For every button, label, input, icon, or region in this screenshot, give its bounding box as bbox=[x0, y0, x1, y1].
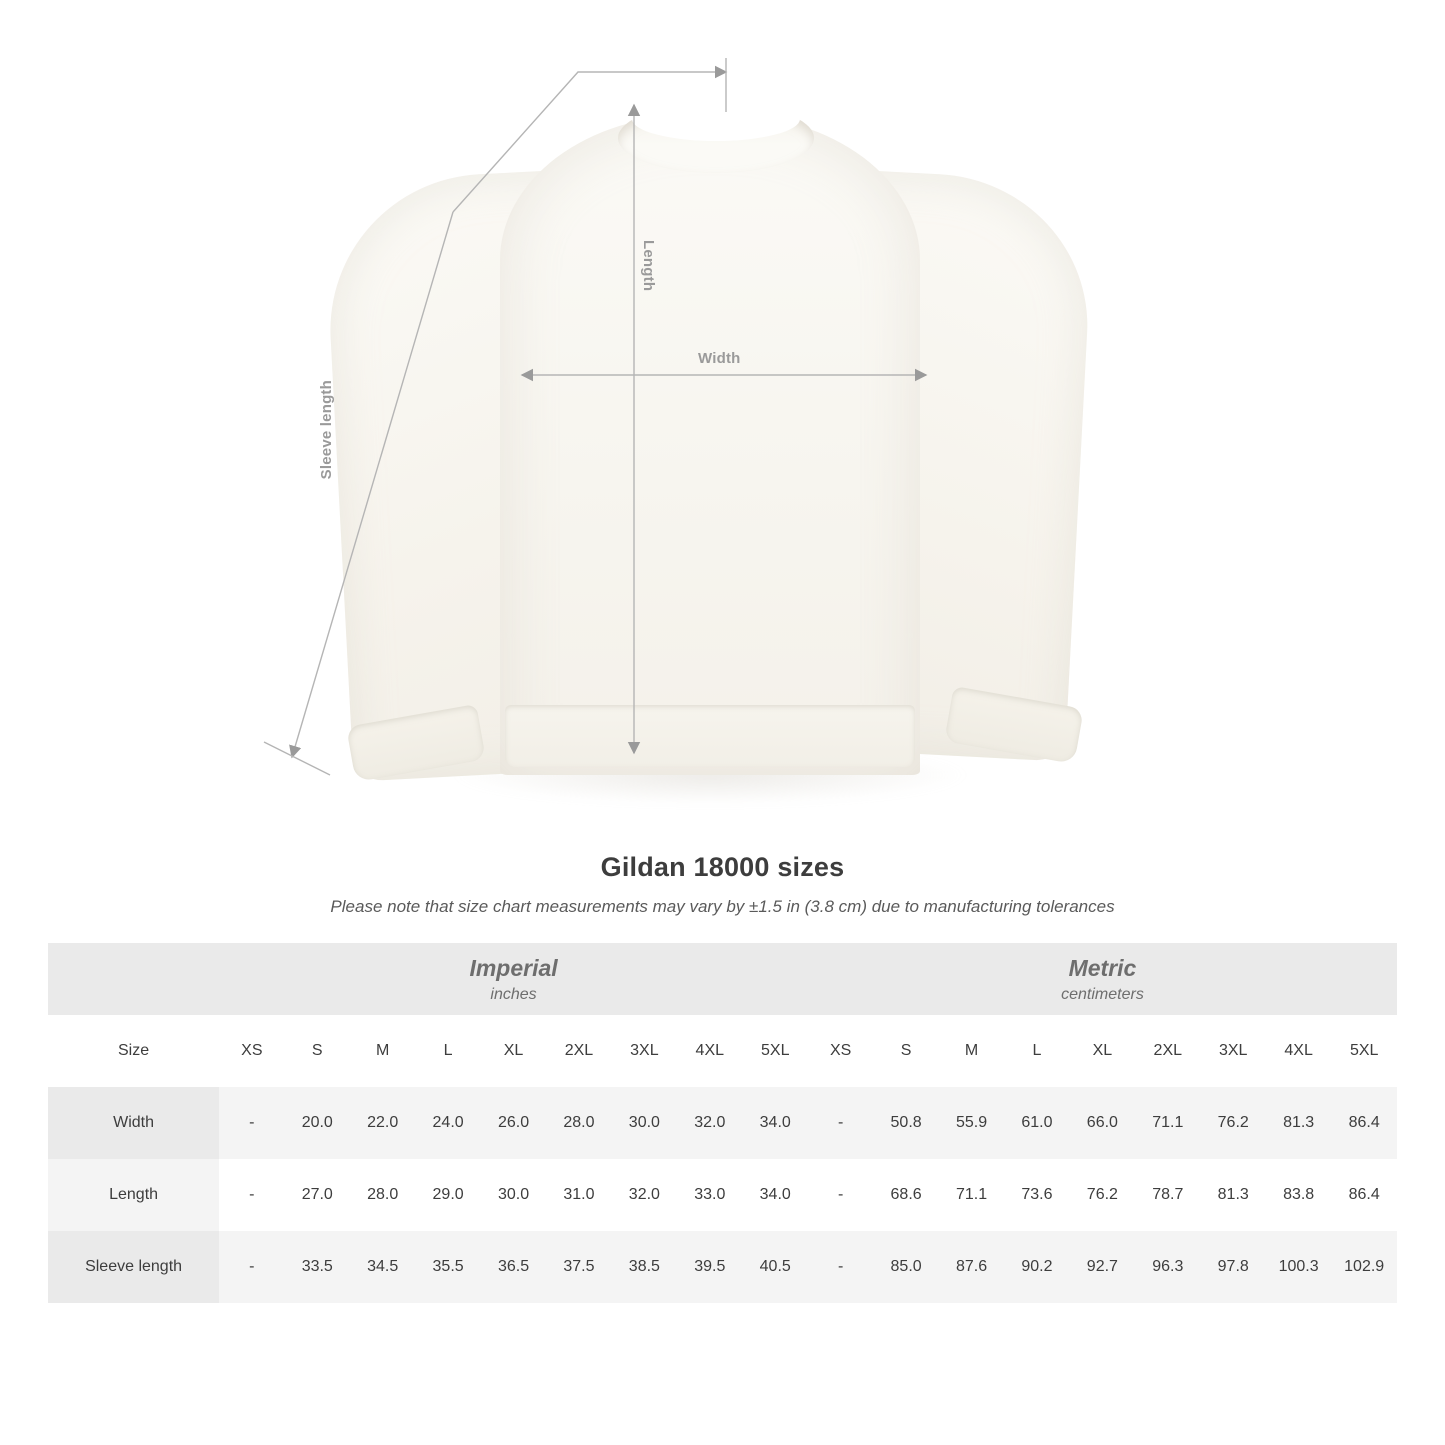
measurement-cell: 81.3 bbox=[1266, 1087, 1331, 1159]
measurement-cell: 26.0 bbox=[481, 1087, 546, 1159]
length-label: Length bbox=[640, 240, 657, 292]
measurement-cell: 20.0 bbox=[285, 1087, 350, 1159]
size-column-header: XS bbox=[219, 1015, 284, 1087]
measurement-cell: 38.5 bbox=[612, 1231, 677, 1303]
size-chart-table bbox=[48, 943, 1397, 1303]
size-column-header: 4XL bbox=[677, 1015, 742, 1087]
measurement-row-label: Sleeve length bbox=[48, 1231, 219, 1303]
measurement-cell: - bbox=[808, 1231, 873, 1303]
measurement-cell: 81.3 bbox=[1201, 1159, 1266, 1231]
measurement-cell: 61.0 bbox=[1004, 1087, 1069, 1159]
measurement-cell: 76.2 bbox=[1070, 1159, 1135, 1231]
measurement-cell: 22.0 bbox=[350, 1087, 415, 1159]
size-column-header: 2XL bbox=[1135, 1015, 1200, 1087]
measurement-cell: 76.2 bbox=[1201, 1087, 1266, 1159]
measurement-cell: 32.0 bbox=[677, 1087, 742, 1159]
measurement-cell: 50.8 bbox=[873, 1087, 938, 1159]
size-column-header: XS bbox=[808, 1015, 873, 1087]
size-column-header: L bbox=[415, 1015, 480, 1087]
measurement-cell: 28.0 bbox=[350, 1159, 415, 1231]
size-column-header: M bbox=[939, 1015, 1004, 1087]
size-column-header: 3XL bbox=[1201, 1015, 1266, 1087]
measurement-cell: 34.5 bbox=[350, 1231, 415, 1303]
unit-system-label: Metric bbox=[1068, 954, 1137, 981]
table-row bbox=[48, 1087, 1397, 1159]
measurement-cell: 37.5 bbox=[546, 1231, 611, 1303]
measurement-cell: 33.0 bbox=[677, 1159, 742, 1231]
measurement-cell: 31.0 bbox=[546, 1159, 611, 1231]
measurement-cell: 39.5 bbox=[677, 1231, 742, 1303]
measurement-cell: 33.5 bbox=[285, 1231, 350, 1303]
size-column-header: 5XL bbox=[743, 1015, 808, 1087]
measurement-cell: 36.5 bbox=[481, 1231, 546, 1303]
page-title: Gildan 18000 sizes bbox=[600, 852, 845, 882]
measurement-cell: 27.0 bbox=[285, 1159, 350, 1231]
size-column-header: XL bbox=[1070, 1015, 1135, 1087]
measurement-cell: 30.0 bbox=[481, 1159, 546, 1231]
measurement-cell: 29.0 bbox=[415, 1159, 480, 1231]
measurement-cell: 85.0 bbox=[873, 1231, 938, 1303]
size-header-row bbox=[48, 1015, 1397, 1087]
measurement-cell: 66.0 bbox=[1070, 1087, 1135, 1159]
measurement-cell: 78.7 bbox=[1135, 1159, 1200, 1231]
size-column-header: 5XL bbox=[1331, 1015, 1397, 1087]
measurement-cell: - bbox=[219, 1231, 284, 1303]
unit-group-metric bbox=[808, 943, 1397, 1015]
unit-header-spacer bbox=[48, 943, 219, 1015]
size-column-header: 4XL bbox=[1266, 1015, 1331, 1087]
measurement-cell: 71.1 bbox=[939, 1159, 1004, 1231]
measurement-cell: 83.8 bbox=[1266, 1159, 1331, 1231]
measurement-cell: 34.0 bbox=[743, 1087, 808, 1159]
title-block bbox=[0, 852, 1445, 917]
measurement-cell: 40.5 bbox=[743, 1231, 808, 1303]
size-header-cell: Size bbox=[48, 1015, 219, 1087]
measurement-cell: - bbox=[808, 1087, 873, 1159]
size-column-header: XL bbox=[481, 1015, 546, 1087]
measurement-cell: 87.6 bbox=[939, 1231, 1004, 1303]
table-row bbox=[48, 1231, 1397, 1303]
sleeve-length-label: Sleeve length bbox=[318, 380, 335, 480]
measurement-cell: 86.4 bbox=[1331, 1159, 1397, 1231]
measurement-cell: 32.0 bbox=[612, 1159, 677, 1231]
measurement-cell: - bbox=[219, 1159, 284, 1231]
size-table-wrapper bbox=[48, 943, 1397, 1303]
size-column-header: 3XL bbox=[612, 1015, 677, 1087]
measurement-cell: 68.6 bbox=[873, 1159, 938, 1231]
measurement-cell: 73.6 bbox=[1004, 1159, 1069, 1231]
size-column-header: S bbox=[873, 1015, 938, 1087]
measurement-cell: 55.9 bbox=[939, 1087, 1004, 1159]
measurement-cell: - bbox=[219, 1087, 284, 1159]
measurement-row-label: Width bbox=[48, 1087, 219, 1159]
measurement-cell: 86.4 bbox=[1331, 1087, 1397, 1159]
size-column-header: 2XL bbox=[546, 1015, 611, 1087]
measurement-cell: 28.0 bbox=[546, 1087, 611, 1159]
size-column-header: S bbox=[285, 1015, 350, 1087]
unit-header-row bbox=[48, 943, 1397, 1015]
measurement-cell: - bbox=[808, 1159, 873, 1231]
width-label: Width bbox=[698, 350, 741, 367]
measurement-cell: 100.3 bbox=[1266, 1231, 1331, 1303]
table-row bbox=[48, 1159, 1397, 1231]
measurement-cell: 30.0 bbox=[612, 1087, 677, 1159]
measurement-cell: 92.7 bbox=[1070, 1231, 1135, 1303]
measurement-cell: 35.5 bbox=[415, 1231, 480, 1303]
measurement-row-label: Length bbox=[48, 1159, 219, 1231]
unit-group-imperial bbox=[219, 943, 808, 1015]
tolerance-note: Please note that size chart measurements may vary by ±1.5 in (3.8 cm) due to manufacturing tolerances bbox=[330, 897, 1115, 916]
measurement-cell: 97.8 bbox=[1201, 1231, 1266, 1303]
measurement-cell: 96.3 bbox=[1135, 1231, 1200, 1303]
measurement-cell: 71.1 bbox=[1135, 1087, 1200, 1159]
size-column-header: M bbox=[350, 1015, 415, 1087]
size-column-header: L bbox=[1004, 1015, 1069, 1087]
measurement-cell: 90.2 bbox=[1004, 1231, 1069, 1303]
unit-system-label: Imperial bbox=[469, 954, 558, 981]
unit-measure-label: inches bbox=[490, 986, 537, 1004]
unit-measure-label: centimeters bbox=[1061, 986, 1144, 1004]
measurement-cell: 102.9 bbox=[1331, 1231, 1397, 1303]
measurement-cell: 24.0 bbox=[415, 1087, 480, 1159]
measurement-cell: 34.0 bbox=[743, 1159, 808, 1231]
